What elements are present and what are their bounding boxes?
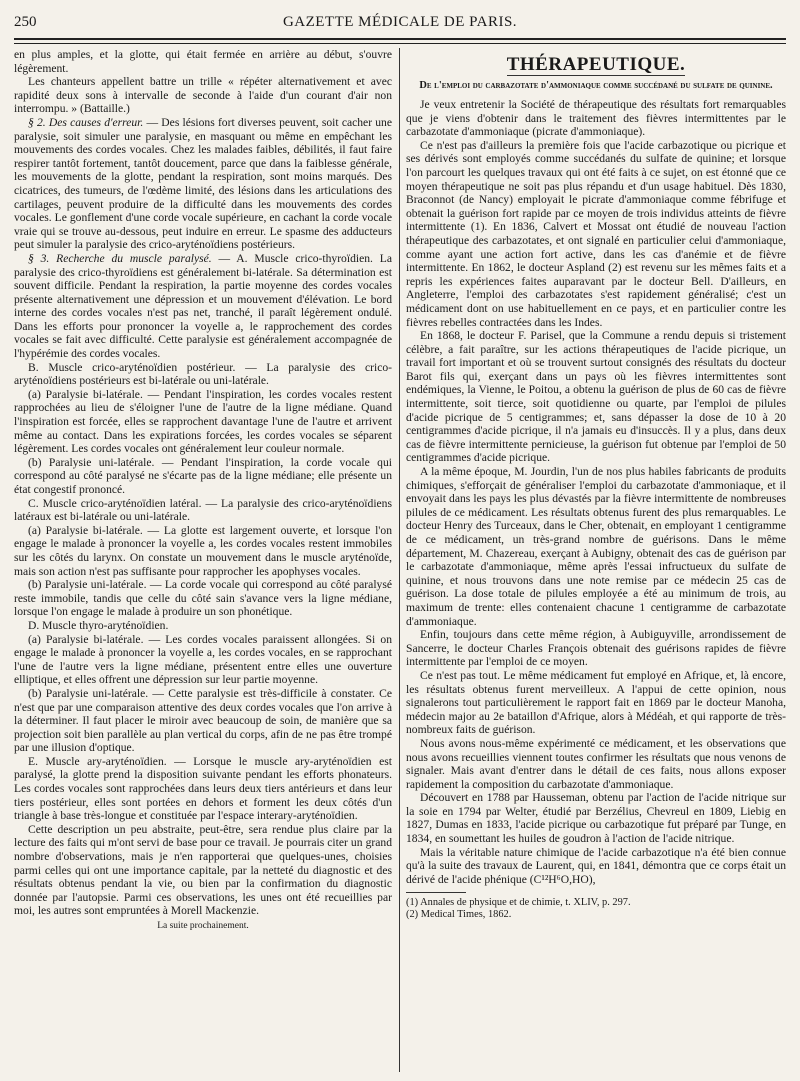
continuation-note: La suite prochainement. xyxy=(157,921,249,931)
paragraph-text: Les chanteurs appellent battre un trille « répéter alternativement et avec rapidité deux sons à intervalle de seconde à l'aide d'un courant d'air non interrompu. » (Battaille.) xyxy=(14,75,392,116)
paragraph-text: B. Muscle crico-aryténoïdien postérieur. — La paralysie des crico-aryténoïdiens postérieurs est bi-latérale ou uni-latérale. xyxy=(14,360,392,388)
right-paragraph: Je veux entretenir la Société de thérapeutique des résultats fort remarquables que je viens d'obtenir dans le traitement des fièvres intermittentes par le carbazotate d'ammoniaque (picrate d'ammoniaque). xyxy=(406,98,786,139)
paragraph-text: — Des lésions fort diverses peuvent, soit cacher une paralysie, soit simuler une paralysie, en masquant ou même en empêchant les mouvements des cordes vocales. Chez les malades faibles, débilités, il faut faire respirer tantôt fortement, tantôt doucement, parce que dans la faiblesse générale, les mouvements de la glotte, pendant la respiration, sont moins marqués. Des cicatrices, des tumeurs, de l'œdème limité, des lésions dans les articulations des cartilages, peuvent produire de la difficulté dans les mouvements des cordes vocales. Le gonflement d'une corde vocale supérieure, en cachant la corde vocale vraie qui se trouve au-dessous, peut induire en erreur. Le spasme des adducteurs peut simuler la paralysie des crico-aryténoïdiens postérieurs. xyxy=(14,115,392,252)
left-paragraph xyxy=(14,361,392,388)
left-paragraph xyxy=(14,823,392,918)
left-paragraph xyxy=(14,252,392,361)
footnote: (1) Annales de physique et de chimie, t. XLIV, p. 297. xyxy=(406,897,631,909)
right-article-body xyxy=(406,98,786,886)
left-paragraph xyxy=(14,633,392,687)
paragraph-text: (a) Paralysie bi-latérale. — La glotte est largement ouverte, et lorsque l'on engage le malade à prononcer la voyelle a, les cordes vocales restent immobiles sur les côtés du larynx. On constate un mouvement dans le muscle aryténoïde, mais son action n'est pas suffisante pour rapprocher les apophyses vocales. xyxy=(14,523,392,578)
left-column xyxy=(14,48,392,1072)
left-paragraph xyxy=(14,619,392,633)
right-paragraph: Découvert en 1788 par Hausseman, obtenu par l'action de l'acide nitrique sur la soie en 1794 par Welter, étudié par Berzélius, Chevreul en 1809, Liebig en 1827, Dumas en 1833, l'acide picrique ou carbazotique fut préparé par Tunge, en 1834, en soumettant les huiles de goudron à l'action de l'acide nitrique. xyxy=(406,791,786,846)
right-paragraph: Ce n'est pas tout. Le même médicament fut employé en Afrique, et, là encore, les résultats obtenus furent merveilleux. A l'appui de cette opinion, nous signalerons tout particulièrement le rapport fait en 1869 par le docteur Manoha, médecin major au 2e bataillon d'Afrique, alors à Médéah, et qui rapporte de très-nombreux faits de guérison. xyxy=(406,668,786,737)
left-paragraph xyxy=(14,578,392,619)
column-divider xyxy=(399,48,400,1072)
right-paragraph: Nous avons nous-même expérimenté ce médicament, et les observations que nous avons recueillies viennent toutes confirmer les résultats que nous venons de signaler. Mais avant d'entrer dans le détail de ces faits, nous allons exposer rapidement la composition du carbazotate d'ammoniaque. xyxy=(406,736,786,791)
paragraph-text: C. Muscle crico-aryténoïdien latéral. — La paralysie des crico-aryténoïdiens latéraux est bi-latérale ou uni-latérale. xyxy=(14,496,392,524)
paragraph-text: D. Muscle thyro-aryténoïdien. xyxy=(28,618,169,632)
footnote-rule xyxy=(406,892,466,893)
paragraph-text: E. Muscle ary-aryténoïdien. — Lorsque le muscle ary-aryténoïdien est paralysé, la glotte prend la disposition suivante pendant les efforts phonateurs. Les cordes vocales sont rapprochées dans leurs deux tiers antérieurs et dans leur tiers postérieur, elles sont portées en dehors et forment les deux côtés d'un triangle à base très-longue et constituée par l'espace interary-aryténoïdien. xyxy=(14,754,392,823)
journal-title: GAZETTE MÉDICALE DE PARIS. xyxy=(282,14,518,30)
paragraph-text: (b) Paralysie uni-latérale. — Pendant l'inspiration, la corde vocale qui correspond au côté paralysé ne s'écarte pas de la ligne médiane; elle présente un état congestif prononcé. xyxy=(14,455,392,496)
columns xyxy=(14,48,786,1072)
right-paragraph: En 1868, le docteur F. Parisel, que la Commune a rendu depuis si tristement célèbre, a fait paraître, sur les actions thérapeutiques de l'acide picrique, un travail fort important et où se trouvent surtout consignés des résultats du docteur Barot fils qui, exerçant dans un pays où les fièvres intermittentes sont endémiques, la Vienne, le Poitou, a obtenu la guérison de plus de 60 cas de fièvre intermittente, soit tierce, soit quotidienne ou quarte, par l'emploi de pilules d'acide picrique de 5 centigrammes; et, sans dépasser la dose de 10 à 20 centigrammes d'acide picrique, il n'a jamais eu d'insuccès. Il y a plus, dans deux cas de fièvre intermittente pernicieuse, la guérison fut obtenue par l'emploi de 50 centigrammes d'acide picrique. xyxy=(406,329,786,465)
page-header xyxy=(14,12,786,38)
section-title: THÉRAPEUTIQUE. xyxy=(506,54,686,75)
left-paragraph xyxy=(14,388,392,456)
footnote: (2) Medical Times, 1862. xyxy=(406,909,512,921)
right-paragraph: Mais la véritable nature chimique de l'acide carbazotique n'a été bien connue qu'à la suite des travaux de Laurent, qui, en 1841, démontra que ce corps était un dérivé de l'acide phénique (C¹²H⁶O,HO), xyxy=(406,845,786,886)
left-paragraph xyxy=(14,456,392,497)
paragraph-text: (a) Paralysie bi-latérale. — Les cordes vocales paraissent allongées. Si on engage le malade à prononcer la voyelle a, les cordes vocales, en se rapprochant l'une de l'autre vers la ligne médiane, présentent entre elles une ouverture elliptique, et elles offrent une dépression sur leur partie moyenne. xyxy=(14,632,392,687)
paragraph-text: (b) Paralysie uni-latérale. — La corde vocale qui correspond au côté paralysé reste immobile, tandis que celle du côté sain s'avance vers la ligne médiane, lorsque l'on engage le malade à produire un son phonétique. xyxy=(14,578,392,619)
right-paragraph: A la même époque, M. Jourdin, l'un de nos plus habiles fabricants de produits chimiques, s'efforçait de généraliser l'emploi du carbazotate d'ammoniaque, et il envoyait dans les pays les plus dévastés par la fièvre intermittente de nombreuses pilules de ce médicament. Les résultats obtenus furent des plus remarquables. Le docteur Henry des Turceaux, dans le Cher, obtenait, en employant 1 centigramme de ce médicament, un très-grand nombre de guérisons. Dans le même département, M. Chazereau, exerçant à Aubigny, obtenait des cas de guérison par le carbazotate d'ammoniaque, même après l'essai infructueux du sulfate de quinine, et nous trouvons dans une note remise par ce médecin 25 cas de guérison. La dose totale de pilules employée a été au minimum de trois, au maximum de trente: elles contenaient chacune 1 centigramme de carbazotate d'ammoniaque. xyxy=(406,465,786,628)
paragraph-text: — A. Muscle crico-thyroïdien. La paralysie des crico-thyroïdiens est généralement bi-latérale. Sa détermination est souvent difficile. Pendant la respiration, la partie moyenne des cordes vocales présente alternativement une dépression et un mouvement d'élévation. Le bord interne des cordes vocales n'est pas net, tranché, il paraît légèrement ondulé. Dans les efforts pour prononcer la voyelle a, le rapprochement des cordes vocales se fait avec difficulté. Cette paralysie est généralement accompagnée de l'hypérémie des cordes vocales. xyxy=(14,251,392,361)
left-paragraph xyxy=(14,524,392,578)
header-rule-thin xyxy=(14,43,786,44)
header-rule-thick xyxy=(14,38,786,40)
footnotes xyxy=(406,897,786,921)
right-paragraph: Enfin, toujours dans cette même région, à Aubiguyville, arrondissement de Sancerre, le docteur Charles François obtenait des guérisons rapides de fièvre intermittente par l'emploi de ce moyen. xyxy=(406,628,786,669)
paragraph-text: (b) Paralysie uni-latérale. — Cette paralysie est très-difficile à constater. Ce n'est que par une comparaison attentive des deux cordes vocales que l'on arrive à la déterminer. Il faut placer le miroir avec beaucoup de soin, de manière que sa projection soit bien parallèle au plan vertical du corps, afin de ne pas être trompé par une illusion d'optique. xyxy=(14,686,392,755)
subsection-heading: § 2. Des causes d'erreur. xyxy=(28,115,144,129)
paragraph-text: en plus amples, et la glotte, qui était fermée en arrière au début, s'ouvre légèrement. xyxy=(14,48,392,75)
left-paragraph xyxy=(14,755,392,823)
left-paragraph xyxy=(14,687,392,755)
paragraph-text: (a) Paralysie bi-latérale. — Pendant l'inspiration, les cordes vocales restent rapprochées au lieu de s'éloigner l'une de l'autre de la ligne médiane. Quand l'inspiration est forcée, elles se rapprochent davantage l'une de l'autre et arrivent même au contact. Dans les expirations forcées, les cordes vocales se séparent légèrement. Les cordes vocales ont généralement leur couleur normale. xyxy=(14,387,392,456)
left-paragraph xyxy=(14,75,392,116)
paragraph-text: Cette description un peu abstraite, peut-être, sera rendue plus claire par la lecture des faits qui m'ont servi de base pour ce travail. Je pourrais citer un grand nombre d'observations, mais je n'en rapporterai que quelques-unes, choisies parmi celles qui ont une importance capitale, par la netteté du diagnostic et des résultats obtenus pendant la vie, ou bien par la confirmation du diagnostic donnée par l'autopsie. Parmi ces observations, les unes ont été recueillies par moi, les autres sont empruntées à Morell Mackenzie. xyxy=(14,822,392,918)
left-paragraph xyxy=(14,497,392,524)
page-number: 250 xyxy=(14,14,37,30)
left-paragraph xyxy=(14,48,392,75)
newspaper-page xyxy=(14,12,786,1072)
article-title: De l'emploi du carbazotate d'ammoniaque comme succédané du sulfate de quinine. xyxy=(419,80,773,91)
left-paragraph xyxy=(14,116,392,252)
right-column xyxy=(406,48,786,1072)
subsection-heading: § 3. Recherche du muscle paralysé. xyxy=(28,251,212,265)
right-paragraph: Ce n'est pas d'ailleurs la première fois que l'acide carbazotique ou picrique et ses dérivés sont employés comme succédanés du sulfate de quinine; et lorsque l'on parcourt les quelques travaux qui ont été faits à ce sujet, on est étonné que ce moyen thérapeutique ne soit pas plus répandu et d'un usage habituel. Dès 1830, Braconnot (de Nancy) employait le picrate d'ammoniaque comme fébrifuge et obtenait la guérison fort rapide par ce moyen de trois individus atteints de fièvre intermittente (1). En 1836, Calvert et Mossat ont étudié de nouveau l'action thérapeutique des carbazotates, et ont signalé en particulier celui d'ammoniaque, comme ayant une action fort active, dans les cas d'anémie et de fièvre intermittente. En 1862, le docteur Aspland (2) est revenu sur les mêmes faits et a repris les expériences faites auparavant par le docteur Bell. D'ailleurs, en Angleterre, l'emploi des carbazotates s'est rapidement généralisé; c'est un médicament dont on use habituellement en ce pays, et en particulier contre les fièvres rebelles contractées dans les Indes. xyxy=(406,138,786,329)
